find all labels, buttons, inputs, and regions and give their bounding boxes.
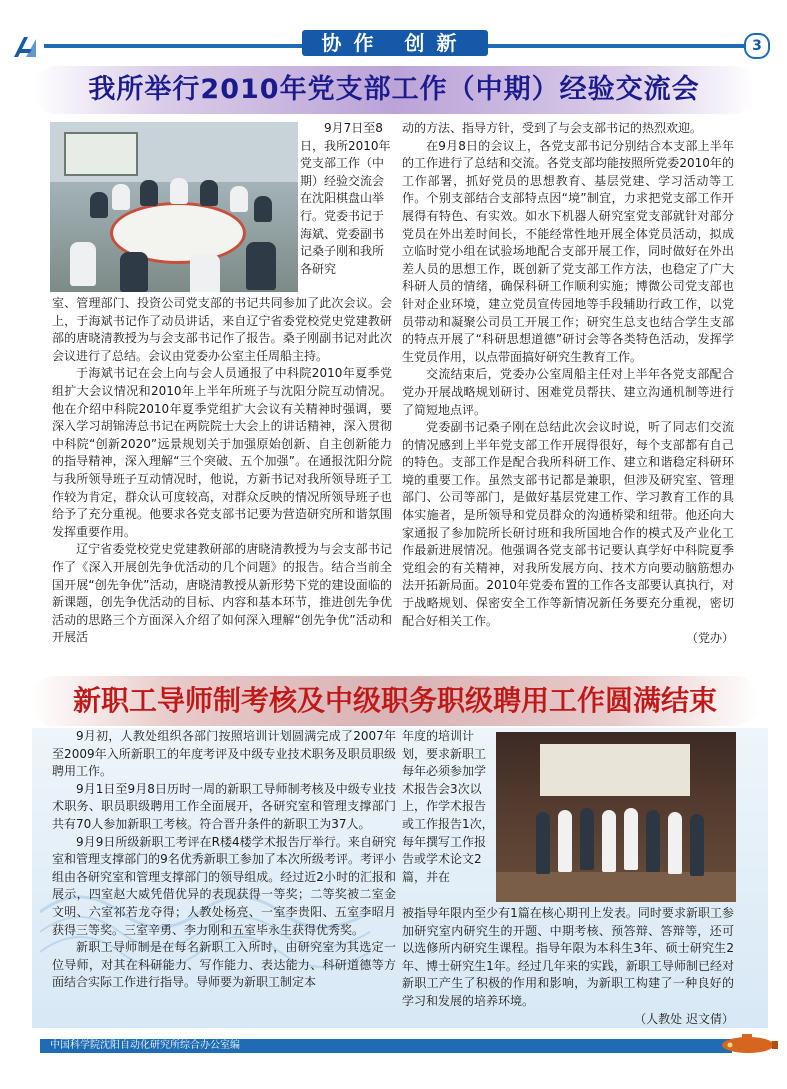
article1-paragraph: 在9月8日的会议上，各党支部书记分别结合本支部上半年的工作进行了总结和交流。各党支部均能按照所党委2010年的工作部署，抓好党员的思想教育、基层党建、学习活动等工作。个别支部结合支部特点因“境”制宜，力求把党支部工作开展得有特色、有实效。如水下机器人研究室党支部就针对部分党员在外出差时间长，不能经常性地开展全体党员活动，拟成立临时党小组在试验场地配合支部开展工作，同时做好在外出差人员的思想工作，既创新了党支部工作方法，也稳定了广大科研人员的情绪，确保科研工作顺利实施；博微公司党支部也针对企业环境，建立党员宣传园地等手段辅助行政工作，以党员带动和凝聚公司员工开展工作；研究生总支也结合学生支部的特点开展了“科研思想道德”研讨会等各类特色活动，发挥学生党员作用，以点带面搞好研究生教育工作。	[402, 138, 734, 364]
article1-paragraph: 室、管理部门、投资公司党支部的书记共同参加了此次会议。会上，于海斌书记作了动员讲话，来自辽宁省委党校党史党建教研部的唐晓清教授为与会支部书记作了报告。桑子刚副书记对此次会议进行了总结。会议由党委办公室主任周船主持。	[52, 296, 392, 363]
article1-right-column	[402, 120, 734, 648]
article2-narrow-text	[402, 728, 494, 886]
article1-paragraph: 辽宁省委党校党史党建教研部的唐晓清教授为与会支部书记作了《深入开展创先争优活动的几个问题》的报告。结合当前全国开展“创先争优”活动，唐晓清教授从新形势下党的建设面临的新课题，创先争优活动的目标、内容和基本环节，推进创先争优活动的思路三个方面深入介绍了如何深入理解“创先争优”活动和开展活	[52, 542, 392, 645]
article1-left-column	[52, 295, 392, 647]
article2-right-column	[402, 905, 734, 1028]
footer-bar: 中国科学院沈阳自动化研究所综合办公室编	[40, 1039, 732, 1053]
meeting-photo	[50, 122, 298, 292]
article2-paragraph: 9月初，人教处组织各部门按照培训计划圆满完成了2007年至2009年入所新职工的年度考评及中级专业技术职务及职员职级聘用工作。	[52, 729, 396, 779]
article1-paragraph: 动的方法、指导方针，受到了与会支部书记的热烈欢迎。	[402, 121, 703, 135]
section-title: 协作 创新	[302, 30, 488, 56]
article2-left-column	[52, 728, 396, 992]
article1-title: 我所举行2010年党支部工作（中期）经验交流会	[88, 74, 700, 105]
article1-paragraph: 于海斌书记在会上向与会人员通报了中科院2010年夏季党组扩大会议情况和2010年上半年所班子与沈阳分院互动情况。他在介绍中科院2010年夏季党组扩大会议有关精神时强调，要深入学习胡锦涛总书记在两院院士大会上的讲话精神，深入贯彻中科院“创新2020”远景规划关于加强原始创新、自主创新能力的指导精神，深入理解“三个突破、五个加强”。在通报沈阳分院与我所领导班子互动情况时，他说，方新书记对我所领导班子工作较为肯定，群众认可度较高，对群众反映的情况所领导班子也给予了充分重视。他要求各党支部书记要为营造研究所和谐氛围发挥重要作用。	[52, 366, 392, 539]
article2-signature: （人教处 迟文倩）	[634, 1011, 734, 1026]
page-number: 3	[744, 33, 770, 59]
article2-narrow-paragraph: 年度的培训计划，要求新职工每年必须参加学术报告会3次以上，作学术报告或工作报告1次，每年撰写工作报告或学术论文2篇，并在	[402, 729, 494, 884]
article1-paragraph: 党委副书记桑子刚在总结此次会议时说，听了同志们交流的情况感到上半年党支部工作开展得很好，每个支部都有自己的特色。支部工作是配合我所科研工作、建立和谐稳定科研环境的重要工作。虽然支部书记都是兼职，但涉及研究室、管理部门、公司等部门，是做好基层党建工作、学习教育工作的具体实施者，是所领导和党员群众的沟通桥梁和纽带。他还向大家通报了参加院所长研讨班和我所国地合作的模式及产业化工作最新进展情况。他强调各党支部书记要认真学好中科院夏季党组会的有关精神，对我所发展方向、技术方向要动脑筋想办法开拓新局面。2010年党委布置的工作各支部要认真执行，对于战略规划、保密安全工作等新情况新任务要充分重视，密切配合好相关工作。	[402, 420, 734, 628]
article1-intro-text	[300, 120, 392, 278]
institute-logo-icon	[12, 35, 38, 59]
article1-paragraph: 交流结束后，党委办公室周船主任对上半年各党支部配合党办开展战略规划研讨、困难党员帮扶、建立沟通机制等进行了简短地点评。	[402, 367, 734, 417]
award-photo	[496, 732, 736, 902]
article1-intro-paragraph: 9月7日至8日，我所2010年党支部工作（中期）经验交流会在沈阳棋盘山举行。党委书记于海斌、党委副书记桑子刚和我所各研究	[300, 121, 391, 276]
article2-paragraph: 9月9日所级新职工考评在R楼4楼学术报告厅举行。来自研究室和管理支撑部门的9名优秀新职工参加了本次所级考评。考评小组由各研究室和管理支撑部门的领导组成。经过近2小时的汇报和展示，四室赵大威凭借优异的表现获得一等奖；二等奖被二室金文明、六室祁若龙夺得；人教处杨亮、一室李贵阳、五室李昭月获得三等奖。三室辛勇、李力刚和五室毕永生获得优秀奖。	[52, 834, 396, 937]
article2-paragraph: 新职工导师制是在每名新职工入所时，由研究室为其选定一位导师，对其在科研能力、写作能力、表达能力、科研道德等方面结合实际工作进行指导。导师要为新职工制定本	[52, 940, 396, 990]
article1-signature: （党办）	[685, 631, 734, 646]
article2-paragraph: 9月1日至9月8日历时一周的新职工导师制考核及中级专业技术职务、职员职级聘用工作全面展开，各研究室和管理支撑部门共有70人参加新职工考核。符合晋升条件的新职工为37人。	[52, 781, 396, 831]
submarine-icon	[718, 1031, 780, 1055]
article2-title: 新职工导师制考核及中级职务职级聘用工作圆满结束	[72, 684, 717, 717]
article2-paragraph: 被指导年限内至少有1篇在核心期刊上发表。同时要求新职工参加研究室内研究生的开题、中期考核、预答辩、答辩等，还可以选修所内研究生课程。指导年限为本科生3年、硕士研究生2年、博士研究生1年。经过几年来的实践，新职工导师制已经对新职工产生了积极的作用和影响，为新职工构建了一种良好的学习和发展的培养环境。	[402, 906, 734, 1008]
